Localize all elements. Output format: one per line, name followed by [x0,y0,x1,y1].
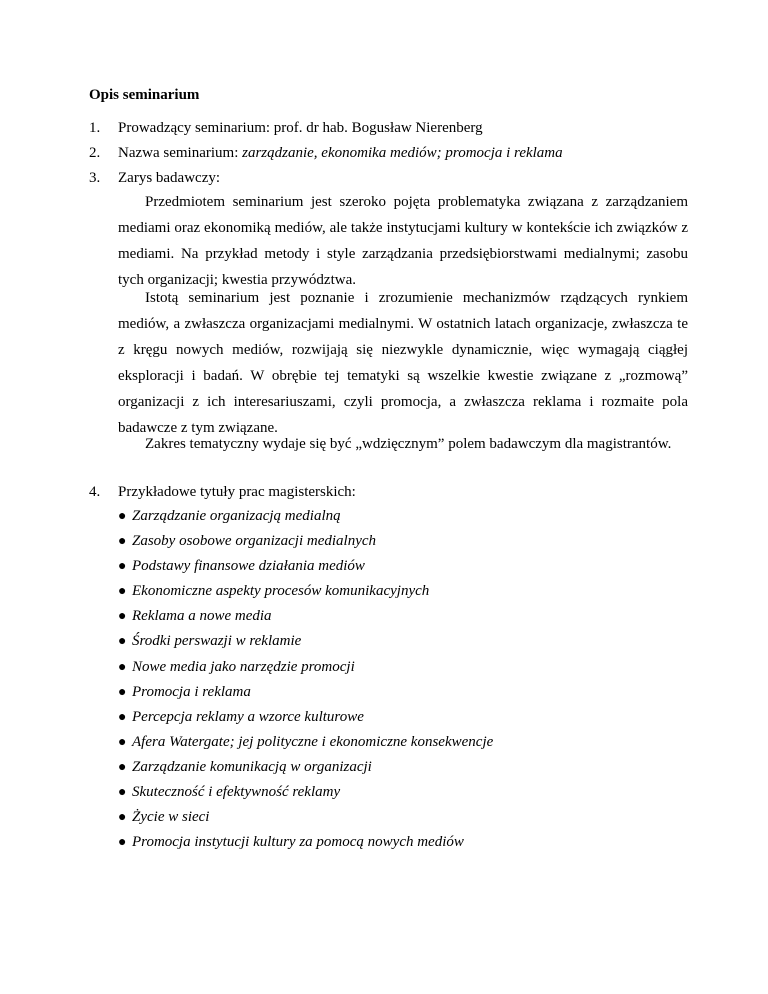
bullet-icon: ● [118,810,127,826]
thesis-title: Zarządzanie organizacją medialną [132,508,341,524]
thesis-title: Afera Watergate; jej polityczne i ekonomiczne konsekwencje [132,733,494,750]
paragraph-scope: Zakres tematyczny wydaje się być „wdzięcznym” polem badawczym dla magistrantów. [145,436,672,452]
thesis-title: Podstawy finansowe działania mediów [132,558,365,575]
list-item-seminar-name [89,144,563,162]
list-item [118,582,493,607]
thesis-title: Środki perswazji w reklamie [132,633,302,650]
thesis-title: Percepcja reklamy a wzorce kulturowe [132,708,364,725]
thesis-titles-list [118,507,493,858]
bullet-icon: ● [118,734,127,750]
thesis-title: Zasoby osobowe organizacji medialnych [132,533,377,550]
seminar-name-value: zarządzanie, ekonomika mediów; promocja i reklama [242,145,563,161]
list-number: 2. [89,145,101,161]
paragraph-subject: Przedmiotem seminarium jest szeroko pojęta problematyka związana z zarządzaniem mediami oraz ekonomiką mediów, ale także instytucjami kultury w kontekście ich związków z mediami. Na przykład metody i style zarządzania przedsiębiorstwami medialnymi; zasobu tych organizacji; kwestia przywództwa. [118,194,688,288]
thesis-titles-label: Przykładowe tytuły prac magisterskich: [118,484,356,500]
thesis-title: Nowe media jako narzędzie promocji [132,658,355,675]
list-number: 4. [89,484,101,500]
bullet-icon: ● [118,659,127,675]
list-item-research-outline [89,169,220,187]
list-item [118,607,493,632]
bullet-icon: ● [118,709,127,725]
supervisor-text: Prowadzący seminarium: prof. dr hab. Bogusław Nierenberg [118,120,483,136]
list-item [118,507,493,532]
bullet-icon: ● [118,785,127,801]
bullet-icon: ● [118,634,127,650]
bullet-icon: ● [118,509,127,524]
bullet-icon: ● [118,584,127,600]
list-item [118,708,493,733]
bullet-icon: ● [118,609,127,625]
thesis-title: Ekonomiczne aspekty procesów komunikacyjnych [132,583,430,600]
list-item [118,658,493,683]
bullet-icon: ● [118,684,127,700]
thesis-title: Reklama a nowe media [132,608,272,625]
bullet-icon: ● [118,559,127,575]
list-item [118,683,493,708]
seminar-name-label: Nazwa seminarium: [118,145,243,161]
list-item [118,833,493,858]
research-outline-label: Zarys badawczy: [118,170,221,186]
paragraph-essence: Istotą seminarium jest poznanie i zrozumienie mechanizmów rządzących rynkiem mediów, a zwłaszcza organizacjami medialnymi. W ostatnich latach organizacje, zwłaszcza te z kręgu nowych mediów, rozwijają się niezwykle dynamicznie, więc wymagają ciągłej eksploracji i badań. W obrębie tej tematyki są wszelkie kwestie związane z „rozmową” organizacji z ich interesariuszami, czyli promocja, a zwłaszcza reklama i rozmaite pola badawcze z tym związane. [118,290,688,436]
list-item [118,557,493,582]
bullet-icon: ● [118,534,127,550]
thesis-title: Zarządzanie komunikacją w organizacji [132,758,372,775]
list-item [118,808,493,833]
thesis-title: Promocja i reklama [132,683,251,700]
list-item [118,758,493,783]
list-number: 3. [89,170,101,186]
list-number: 1. [89,120,101,136]
list-item [118,532,493,557]
bullet-icon: ● [118,835,127,851]
list-item-supervisor [89,119,483,137]
thesis-title: Życie w sieci [132,809,210,826]
list-item [118,733,493,758]
list-item-thesis-titles [89,483,356,501]
thesis-title: Promocja instytucji kultury za pomocą nowych mediów [132,834,464,851]
document-title: Opis seminarium [89,87,200,103]
list-item [118,783,493,808]
bullet-icon: ● [118,759,127,775]
thesis-title: Skuteczność i efektywność reklamy [132,784,341,801]
list-item [118,632,493,657]
